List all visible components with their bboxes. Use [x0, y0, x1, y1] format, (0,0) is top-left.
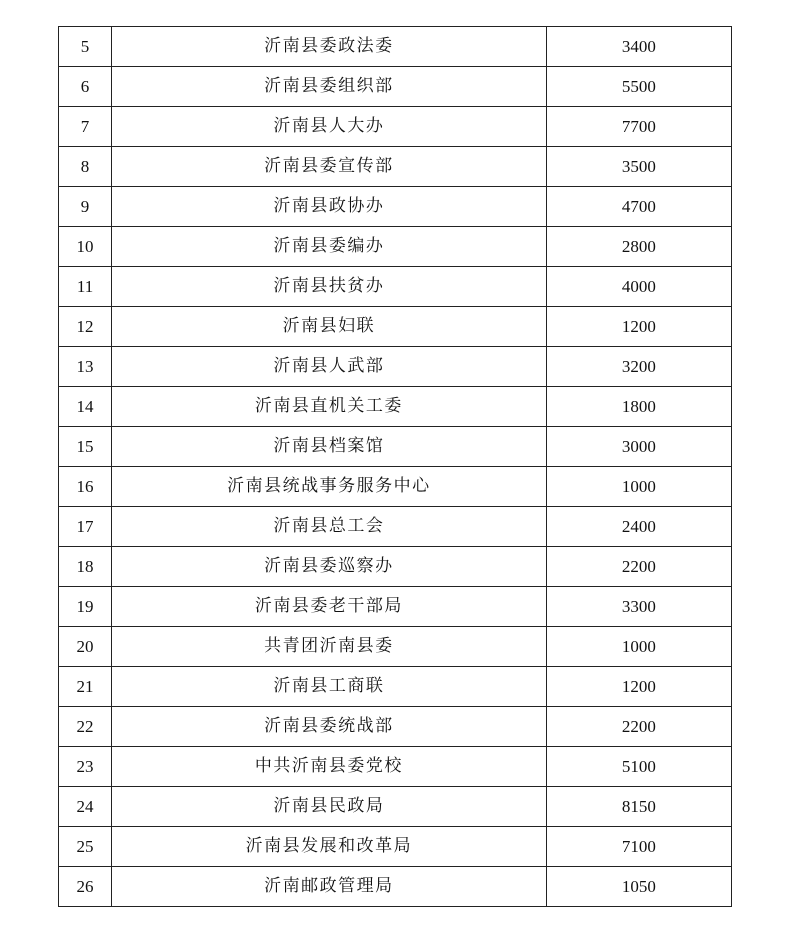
unit-name-cell: 沂南县档案馆: [112, 427, 547, 467]
table-body: [59, 27, 732, 907]
row-number-cell: 25: [59, 827, 112, 867]
table-row: [59, 827, 732, 867]
table-row: [59, 427, 732, 467]
amount-cell: 1000: [546, 467, 731, 507]
row-number-cell: 15: [59, 427, 112, 467]
amount-cell: 3400: [546, 27, 731, 67]
unit-name-cell: 沂南县人武部: [112, 347, 547, 387]
row-number-cell: 21: [59, 667, 112, 707]
amount-cell: 1050: [546, 867, 731, 907]
row-number-cell: 18: [59, 547, 112, 587]
table-row: [59, 467, 732, 507]
table-row: [59, 147, 732, 187]
unit-name-cell: 沂南县统战事务服务中心: [112, 467, 547, 507]
unit-name-cell: 沂南县民政局: [112, 787, 547, 827]
table-row: [59, 107, 732, 147]
amount-cell: 1000: [546, 627, 731, 667]
table-row: [59, 747, 732, 787]
row-number-cell: 23: [59, 747, 112, 787]
unit-name-cell: 沂南县发展和改革局: [112, 827, 547, 867]
table-row: [59, 267, 732, 307]
allocation-table: [58, 26, 732, 907]
row-number-cell: 24: [59, 787, 112, 827]
amount-cell: 7700: [546, 107, 731, 147]
unit-name-cell: 共青团沂南县委: [112, 627, 547, 667]
amount-cell: 2800: [546, 227, 731, 267]
amount-cell: 3300: [546, 587, 731, 627]
row-number-cell: 5: [59, 27, 112, 67]
table-row: [59, 587, 732, 627]
row-number-cell: 13: [59, 347, 112, 387]
table-row: [59, 507, 732, 547]
table-row: [59, 67, 732, 107]
amount-cell: 5100: [546, 747, 731, 787]
row-number-cell: 17: [59, 507, 112, 547]
amount-cell: 4700: [546, 187, 731, 227]
table-row: [59, 707, 732, 747]
unit-name-cell: 沂南县人大办: [112, 107, 547, 147]
amount-cell: 2200: [546, 707, 731, 747]
amount-cell: 1200: [546, 307, 731, 347]
row-number-cell: 20: [59, 627, 112, 667]
amount-cell: 5500: [546, 67, 731, 107]
unit-name-cell: 中共沂南县委党校: [112, 747, 547, 787]
amount-cell: 4000: [546, 267, 731, 307]
row-number-cell: 16: [59, 467, 112, 507]
table-row: [59, 867, 732, 907]
unit-name-cell: 沂南县妇联: [112, 307, 547, 347]
unit-name-cell: 沂南邮政管理局: [112, 867, 547, 907]
row-number-cell: 6: [59, 67, 112, 107]
table-row: [59, 187, 732, 227]
amount-cell: 3200: [546, 347, 731, 387]
row-number-cell: 11: [59, 267, 112, 307]
unit-name-cell: 沂南县扶贫办: [112, 267, 547, 307]
table-row: [59, 227, 732, 267]
amount-cell: 7100: [546, 827, 731, 867]
row-number-cell: 22: [59, 707, 112, 747]
unit-name-cell: 沂南县工商联: [112, 667, 547, 707]
unit-name-cell: 沂南县政协办: [112, 187, 547, 227]
unit-name-cell: 沂南县总工会: [112, 507, 547, 547]
unit-name-cell: 沂南县委统战部: [112, 707, 547, 747]
amount-cell: 1800: [546, 387, 731, 427]
amount-cell: 3000: [546, 427, 731, 467]
unit-name-cell: 沂南县委老干部局: [112, 587, 547, 627]
row-number-cell: 9: [59, 187, 112, 227]
unit-name-cell: 沂南县委组织部: [112, 67, 547, 107]
amount-cell: 3500: [546, 147, 731, 187]
table-row: [59, 347, 732, 387]
unit-name-cell: 沂南县委巡察办: [112, 547, 547, 587]
unit-name-cell: 沂南县委宣传部: [112, 147, 547, 187]
table-row: [59, 627, 732, 667]
amount-cell: 8150: [546, 787, 731, 827]
row-number-cell: 8: [59, 147, 112, 187]
row-number-cell: 10: [59, 227, 112, 267]
amount-cell: 2200: [546, 547, 731, 587]
row-number-cell: 19: [59, 587, 112, 627]
table-row: [59, 387, 732, 427]
table-row: [59, 667, 732, 707]
row-number-cell: 14: [59, 387, 112, 427]
table-row: [59, 27, 732, 67]
row-number-cell: 12: [59, 307, 112, 347]
unit-name-cell: 沂南县委编办: [112, 227, 547, 267]
table-row: [59, 787, 732, 827]
row-number-cell: 7: [59, 107, 112, 147]
table-row: [59, 307, 732, 347]
amount-cell: 2400: [546, 507, 731, 547]
unit-name-cell: 沂南县委政法委: [112, 27, 547, 67]
amount-cell: 1200: [546, 667, 731, 707]
unit-name-cell: 沂南县直机关工委: [112, 387, 547, 427]
row-number-cell: 26: [59, 867, 112, 907]
table-row: [59, 547, 732, 587]
